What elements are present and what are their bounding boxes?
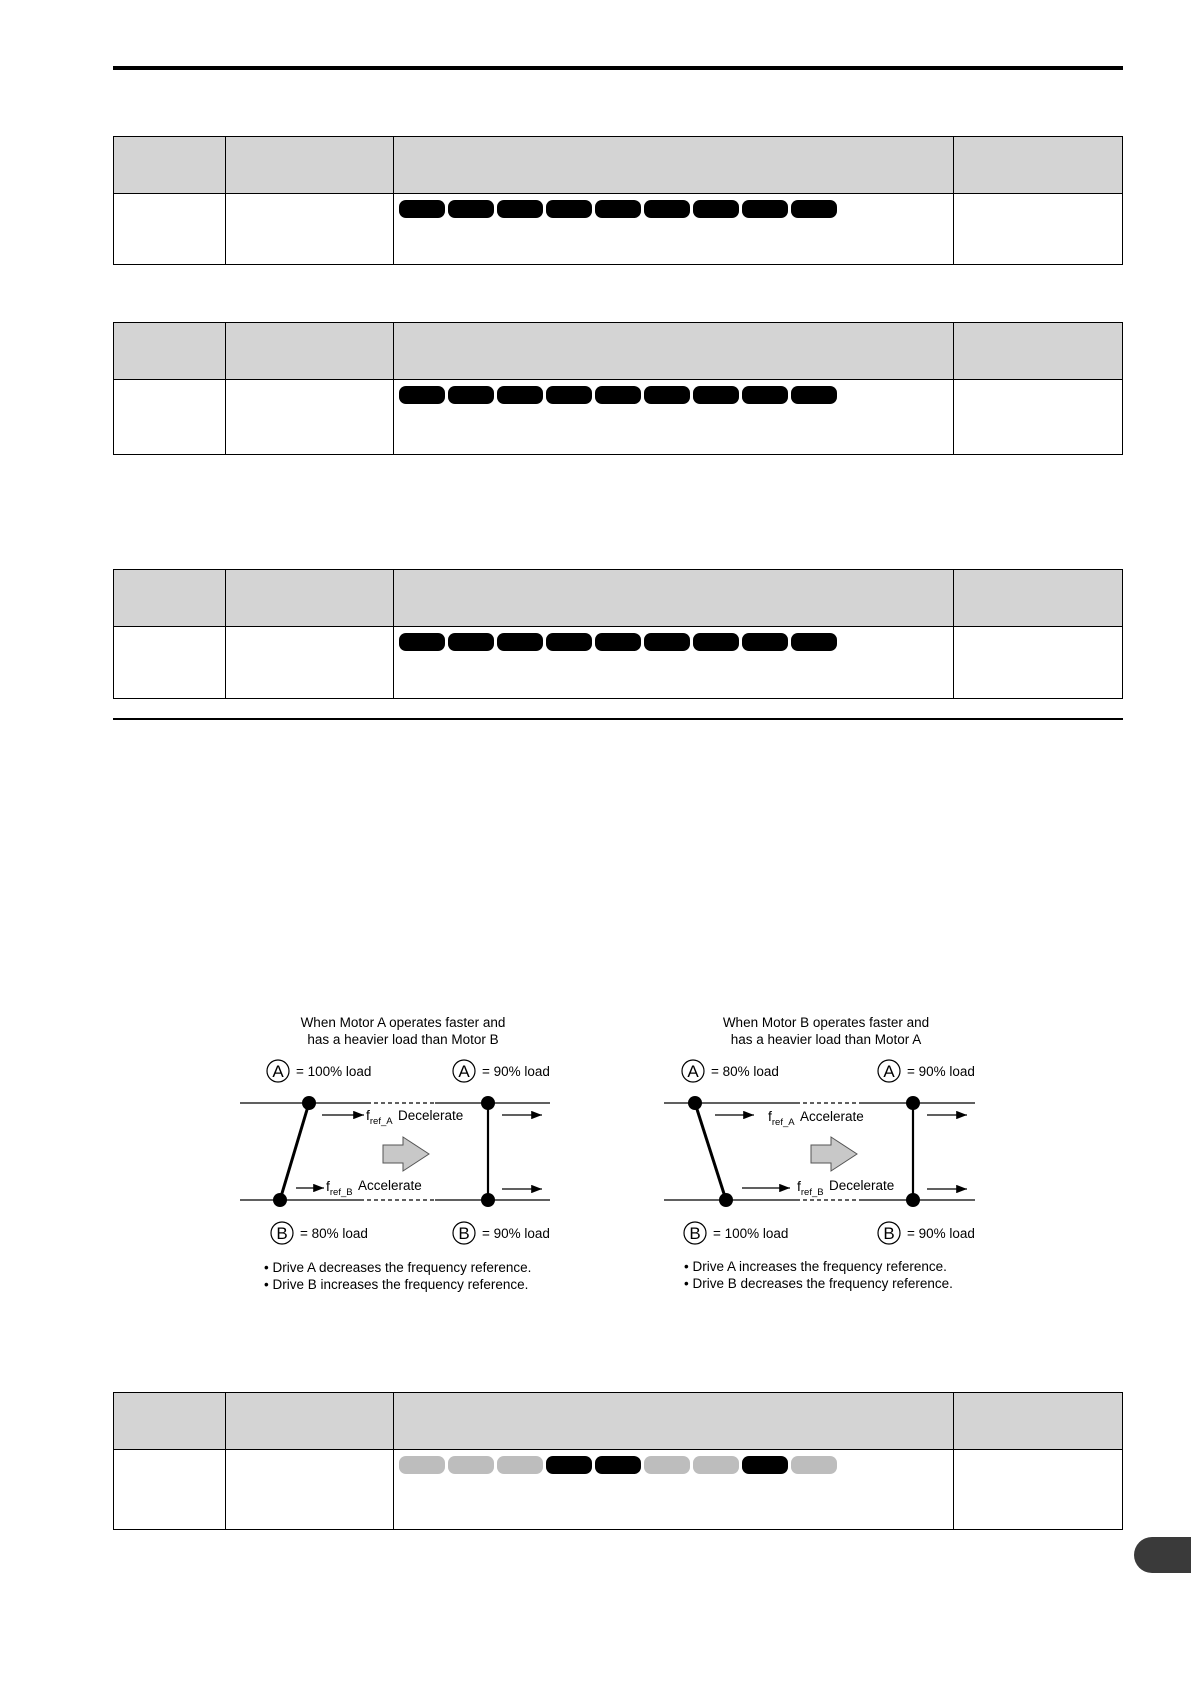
mode-indicator-pill-1: [399, 386, 445, 404]
mode-indicator-pill-9: [791, 633, 837, 651]
cell-default: [954, 627, 1122, 698]
header-cell-name: [226, 570, 395, 626]
a-end-label: A: [458, 1062, 470, 1081]
header-cell-description: [394, 1393, 954, 1449]
b-end-load: = 90% load: [482, 1226, 550, 1241]
node-b-end: [906, 1193, 920, 1207]
mode-indicator-pill-5: [595, 633, 641, 651]
left-bullet-2: • Drive B increases the frequency reference.: [264, 1277, 529, 1292]
b-start-load: = 80% load: [300, 1226, 368, 1241]
node-a-start: [688, 1096, 702, 1110]
mode-indicator-pill-2: [448, 633, 494, 651]
left-bullet-1: • Drive A decreases the frequency reference.: [264, 1260, 532, 1275]
mode-indicator-pill-2: [448, 386, 494, 404]
mode-indicator-pill-4: [546, 386, 592, 404]
mode-indicator-pill-6: [644, 200, 690, 218]
transition-arrow-icon: [811, 1137, 857, 1171]
b-end-label: B: [883, 1224, 895, 1243]
a-start-load: = 80% load: [711, 1064, 779, 1079]
mode-indicator-pill-8: [742, 633, 788, 651]
page-top-rule: [113, 66, 1123, 70]
mode-indicator-pill-1: [399, 1456, 445, 1474]
node-b-end: [481, 1193, 495, 1207]
cell-description: [394, 1450, 954, 1529]
right-title-line1: When Motor B operates faster and: [722, 1015, 930, 1030]
cell-no: [114, 194, 226, 264]
mode-indicator-pill-7: [693, 633, 739, 651]
node-b-start: [719, 1193, 733, 1207]
mode-indicator-pill-1: [399, 633, 445, 651]
cell-name: [226, 627, 395, 698]
right-bullet-1: • Drive A increases the frequency reference.: [684, 1259, 947, 1274]
b-end-load: = 90% load: [907, 1226, 975, 1241]
a-start-label: A: [687, 1062, 699, 1081]
table-header-row: [114, 1393, 1122, 1450]
mode-indicator-pill-9: [791, 1456, 837, 1474]
b-end-label: B: [458, 1224, 470, 1243]
mode-indicator-pill-8: [742, 200, 788, 218]
cell-default: [954, 194, 1122, 264]
fref-a-label: $f_{ref\_A}$: [366, 1107, 393, 1127]
node-a-start: [302, 1096, 316, 1110]
fref-b-label: $f_{ref\_B}$: [326, 1178, 353, 1198]
mode-indicator-pill-2: [448, 200, 494, 218]
mode-indicator-pill-3: [497, 386, 543, 404]
fref-a-action: Decelerate: [398, 1108, 464, 1123]
mode-indicator-pill-9: [791, 200, 837, 218]
node-b-start: [273, 1193, 287, 1207]
table-body-row: [114, 380, 1122, 454]
cell-no: [114, 1450, 226, 1529]
mode-indicator-pill-7: [693, 200, 739, 218]
parameter-table-2: [113, 322, 1123, 455]
load-sharing-diagram: [240, 1015, 980, 1305]
header-cell-description: [394, 323, 954, 379]
cell-default: [954, 1450, 1122, 1529]
fref-a-label: $f_{ref\_A}$: [768, 1108, 795, 1128]
header-cell-no: [114, 137, 226, 193]
mode-indicator-pill-5: [595, 386, 641, 404]
mode-indicator-pill-2: [448, 1456, 494, 1474]
control-mode-indicators: [394, 627, 953, 651]
mode-indicator-pill-5: [595, 200, 641, 218]
mode-indicator-pill-3: [497, 1456, 543, 1474]
header-cell-default: [954, 137, 1122, 193]
section-divider: [113, 718, 1123, 720]
mode-indicator-pill-6: [644, 1456, 690, 1474]
mode-indicator-pill-4: [546, 200, 592, 218]
a-start-label: A: [272, 1062, 284, 1081]
mode-indicator-pill-3: [497, 200, 543, 218]
mode-indicator-pill-1: [399, 200, 445, 218]
header-cell-no: [114, 1393, 226, 1449]
cell-description: [394, 380, 954, 454]
b-start-label: B: [689, 1224, 701, 1243]
mode-indicator-pill-4: [546, 633, 592, 651]
node-a-end: [906, 1096, 920, 1110]
mode-indicator-pill-7: [693, 386, 739, 404]
start-link-line: [695, 1103, 726, 1200]
fref-b-action: Decelerate: [829, 1178, 895, 1193]
node-a-end: [481, 1096, 495, 1110]
a-end-load: = 90% load: [482, 1064, 550, 1079]
table-header-row: [114, 137, 1122, 194]
cell-default: [954, 380, 1122, 454]
fref-b-action: Accelerate: [358, 1178, 422, 1193]
cell-no: [114, 380, 226, 454]
cell-name: [226, 194, 395, 264]
header-cell-description: [394, 570, 954, 626]
start-link-line: [280, 1103, 309, 1200]
header-cell-name: [226, 137, 395, 193]
parameter-table-4: [113, 1392, 1123, 1530]
mode-indicator-pill-8: [742, 386, 788, 404]
cell-name: [226, 1450, 395, 1529]
mode-indicator-pill-6: [644, 386, 690, 404]
cell-no: [114, 627, 226, 698]
a-start-load: = 100% load: [296, 1064, 372, 1079]
fref-b-label: $f_{ref\_B}$: [797, 1178, 824, 1198]
transition-arrow-icon: [383, 1137, 429, 1171]
a-end-load: = 90% load: [907, 1064, 975, 1079]
table-body-row: [114, 194, 1122, 264]
fref-a-action: Accelerate: [800, 1109, 864, 1124]
b-start-label: B: [276, 1224, 288, 1243]
header-cell-description: [394, 137, 954, 193]
mode-indicator-pill-8: [742, 1456, 788, 1474]
header-cell-no: [114, 570, 226, 626]
chapter-side-tab: [1134, 1537, 1191, 1573]
mode-indicator-pill-5: [595, 1456, 641, 1474]
b-start-load: = 100% load: [713, 1226, 789, 1241]
header-cell-default: [954, 570, 1122, 626]
control-mode-indicators: [394, 1450, 953, 1474]
cell-description: [394, 627, 954, 698]
header-cell-name: [226, 1393, 395, 1449]
right-diagram: [664, 1015, 975, 1291]
header-cell-default: [954, 1393, 1122, 1449]
left-title-line1: When Motor A operates faster and: [300, 1015, 506, 1030]
table-body-row: [114, 1450, 1122, 1529]
mode-indicator-pill-3: [497, 633, 543, 651]
parameter-table-3: [113, 569, 1123, 699]
parameter-table-1: [113, 136, 1123, 265]
table-header-row: [114, 323, 1122, 380]
control-mode-indicators: [394, 194, 953, 218]
mode-indicator-pill-6: [644, 633, 690, 651]
left-title-line2: has a heavier load than Motor B: [307, 1032, 499, 1047]
header-cell-name: [226, 323, 395, 379]
right-title-line2: has a heavier load than Motor A: [730, 1032, 922, 1047]
mode-indicator-pill-9: [791, 386, 837, 404]
header-cell-default: [954, 323, 1122, 379]
cell-name: [226, 380, 395, 454]
table-body-row: [114, 627, 1122, 698]
a-end-label: A: [883, 1062, 895, 1081]
header-cell-no: [114, 323, 226, 379]
control-mode-indicators: [394, 380, 953, 404]
cell-description: [394, 194, 954, 264]
left-diagram: [240, 1015, 550, 1292]
table-header-row: [114, 570, 1122, 627]
right-bullet-2: • Drive B decreases the frequency reference.: [684, 1276, 953, 1291]
mode-indicator-pill-4: [546, 1456, 592, 1474]
mode-indicator-pill-7: [693, 1456, 739, 1474]
